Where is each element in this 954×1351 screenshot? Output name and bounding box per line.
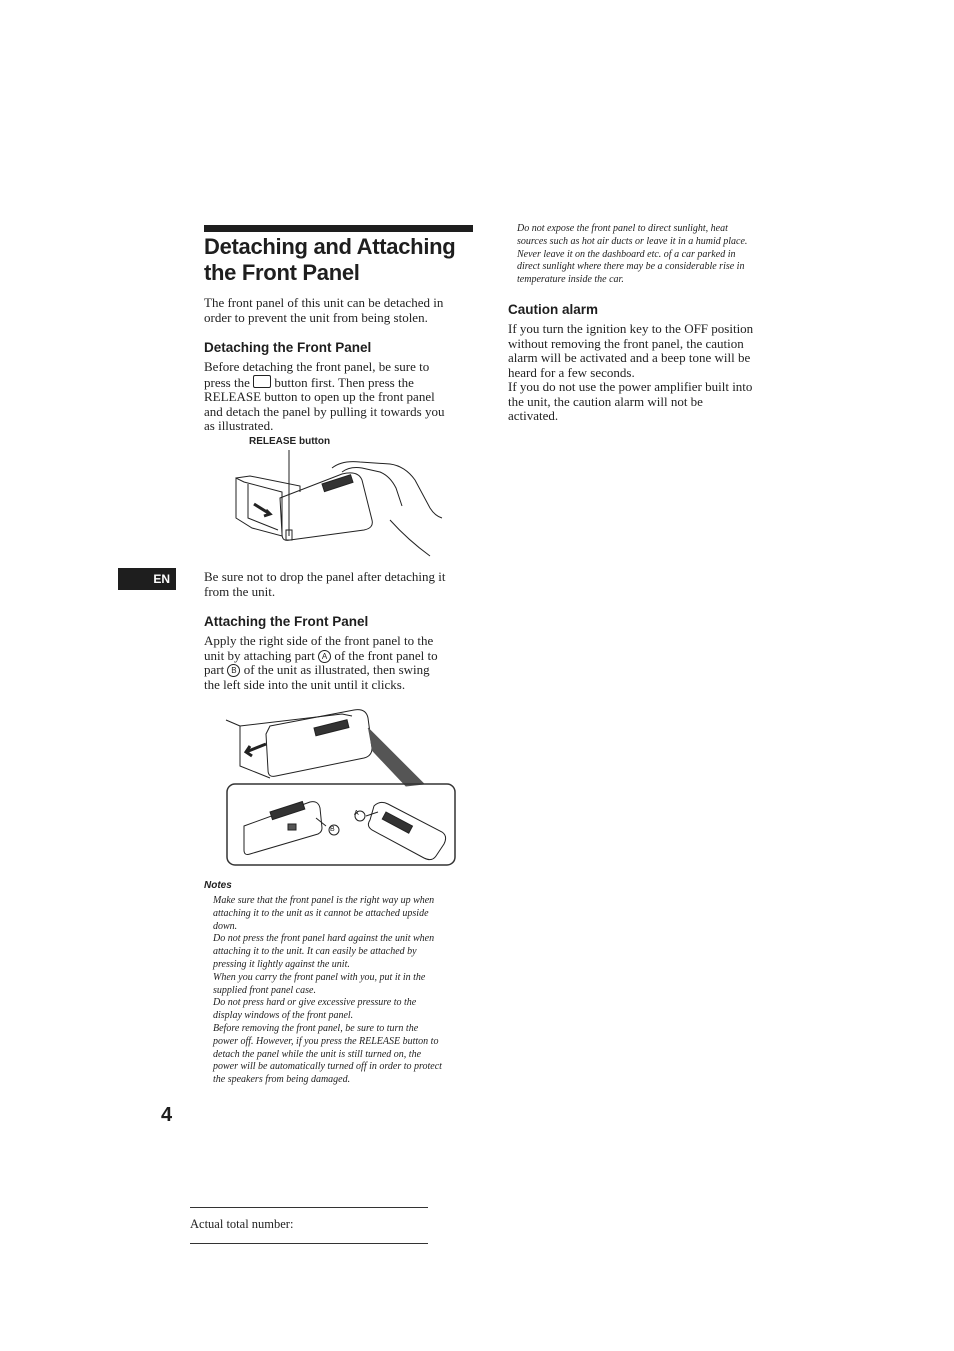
intro-line-2: order to prevent the unit from being stolen. bbox=[204, 309, 428, 325]
inset-label-a: A bbox=[354, 810, 359, 817]
detach-after-line-2: from the unit. bbox=[204, 583, 276, 599]
detach-line-3: RELEASE button to open up the front panel bbox=[204, 389, 435, 404]
note-line: pressing it lightly against the unit. bbox=[213, 958, 350, 970]
note-line: supplied front panel case. bbox=[213, 984, 316, 996]
note-line: attaching it to the unit as it cannot be attached upside bbox=[213, 907, 429, 919]
note-line: Make sure that the front panel is the right way up when bbox=[213, 895, 435, 906]
sunlight-note bbox=[517, 223, 787, 287]
caution-line: heard for a few seconds. bbox=[508, 364, 635, 380]
note-line: Do not press the front panel hard against the unit when bbox=[213, 933, 435, 945]
inset-label-b: B bbox=[330, 826, 335, 833]
note-line: detach the panel while the unit is still turned on, the bbox=[213, 1048, 422, 1060]
note-line: down. bbox=[213, 920, 238, 932]
sunlight-note-line: Never leave it on the dashboard etc. of a car parked in bbox=[517, 248, 736, 260]
hand-wrist bbox=[390, 520, 430, 556]
unit-inner-frame bbox=[248, 484, 278, 530]
title-line-2: the Front Panel bbox=[204, 260, 360, 285]
detach-line-2 bbox=[204, 375, 444, 391]
off-button-icon bbox=[253, 375, 271, 388]
unit-top-edge bbox=[236, 476, 300, 492]
detach-line-2b: button first. Then press the bbox=[274, 374, 414, 390]
pull-arrow-icon bbox=[254, 504, 270, 516]
attach-line-3a: part bbox=[204, 662, 225, 677]
caution-text bbox=[508, 322, 788, 424]
note-line: Before removing the front panel, be sure to turn the bbox=[213, 1022, 419, 1034]
attach-line-2a: unit by attaching part bbox=[204, 647, 315, 663]
detach-line-5: as illustrated. bbox=[204, 418, 274, 433]
caution-line: the unit, the caution alarm will not be bbox=[508, 393, 703, 409]
detach-line-2a: press the bbox=[204, 374, 250, 390]
attach-text bbox=[204, 634, 438, 692]
sunlight-note-line: sources such as hot air ducts or leave it in a humid place. bbox=[517, 235, 748, 247]
page-title bbox=[204, 234, 484, 286]
detach-after-text bbox=[204, 570, 446, 599]
footer-rule-top bbox=[190, 1207, 428, 1208]
attach-line-4: the left side into the unit until it clicks. bbox=[204, 676, 406, 692]
part-b-marker: B bbox=[227, 664, 240, 677]
page-number: 4 bbox=[161, 1104, 173, 1126]
sunlight-note-line: Do not expose the front panel to direct sunlight, heat bbox=[517, 223, 728, 234]
intro-text bbox=[204, 296, 443, 325]
inset-panel-window bbox=[382, 812, 412, 833]
notes-list bbox=[213, 895, 483, 1087]
note-line: display windows of the front panel. bbox=[213, 1010, 354, 1022]
attach-line-3 bbox=[204, 663, 438, 678]
caution-heading: Caution alarm bbox=[508, 302, 599, 317]
sunlight-note-line: temperature inside the car. bbox=[517, 274, 624, 286]
notes-heading: Notes bbox=[204, 880, 232, 891]
intro-line-1: The front panel of this unit can be detached in bbox=[204, 295, 444, 310]
attach-front-panel bbox=[266, 710, 372, 777]
detach-illustration bbox=[230, 448, 445, 560]
note-line: power off. However, if you press the RELEASE button to bbox=[213, 1035, 439, 1047]
attach-line-2 bbox=[204, 649, 438, 664]
title-line-1: Detaching and Attaching bbox=[204, 234, 456, 259]
detach-heading: Detaching the Front Panel bbox=[204, 340, 372, 355]
attach-line-2b: of the front panel to bbox=[334, 647, 438, 663]
footer-label: Actual total number: bbox=[190, 1217, 294, 1231]
sunlight-note-line: direct sunlight where there may be a considerable rise in bbox=[517, 261, 745, 273]
detach-line-4: and detach the panel by pulling it towards you bbox=[204, 403, 445, 419]
part-a-marker: A bbox=[318, 650, 331, 663]
caution-line: If you turn the ignition key to the OFF position bbox=[508, 321, 754, 336]
title-bar bbox=[204, 225, 473, 232]
detach-text bbox=[204, 360, 444, 434]
release-button-label: RELEASE button bbox=[249, 436, 331, 447]
attach-arrow-icon bbox=[246, 744, 266, 756]
attach-heading: Attaching the Front Panel bbox=[204, 614, 369, 629]
footer-rule-bottom bbox=[190, 1243, 428, 1244]
attach-panel-window bbox=[314, 720, 349, 736]
attach-line-1: Apply the right side of the front panel to the bbox=[204, 633, 434, 648]
detail-inset-box bbox=[227, 784, 455, 865]
note-line: power will be automatically turned off in order to protect bbox=[213, 1061, 442, 1073]
language-tab-en: EN bbox=[118, 568, 176, 590]
panel-display-window bbox=[322, 475, 353, 492]
attach-illustration bbox=[222, 704, 458, 868]
note-line: the speakers from being damaged. bbox=[213, 1074, 351, 1086]
detach-line-1: Before detaching the front panel, be sure to bbox=[204, 359, 430, 374]
inset-unit-window bbox=[270, 801, 305, 819]
attach-line-3b: of the unit as illustrated, then swing bbox=[243, 662, 430, 677]
inset-connector-b bbox=[288, 824, 296, 830]
note-line: attaching it to the unit. It can easily be attached by bbox=[213, 946, 417, 958]
note-line: When you carry the front panel with you, put it in the bbox=[213, 971, 426, 983]
hand-outline bbox=[332, 462, 442, 518]
note-line: Do not press hard or give excessive pressure to the bbox=[213, 997, 417, 1009]
caution-line: without removing the front panel, the caution bbox=[508, 335, 744, 351]
caution-line: If you do not use the power amplifier built into bbox=[508, 379, 753, 394]
detach-after-line-1: Be sure not to drop the panel after detaching it bbox=[204, 569, 446, 584]
caution-line: activated. bbox=[508, 408, 559, 423]
zoom-wedge bbox=[368, 728, 424, 786]
caution-line: alarm will be activated and a beep tone will be bbox=[508, 350, 751, 365]
